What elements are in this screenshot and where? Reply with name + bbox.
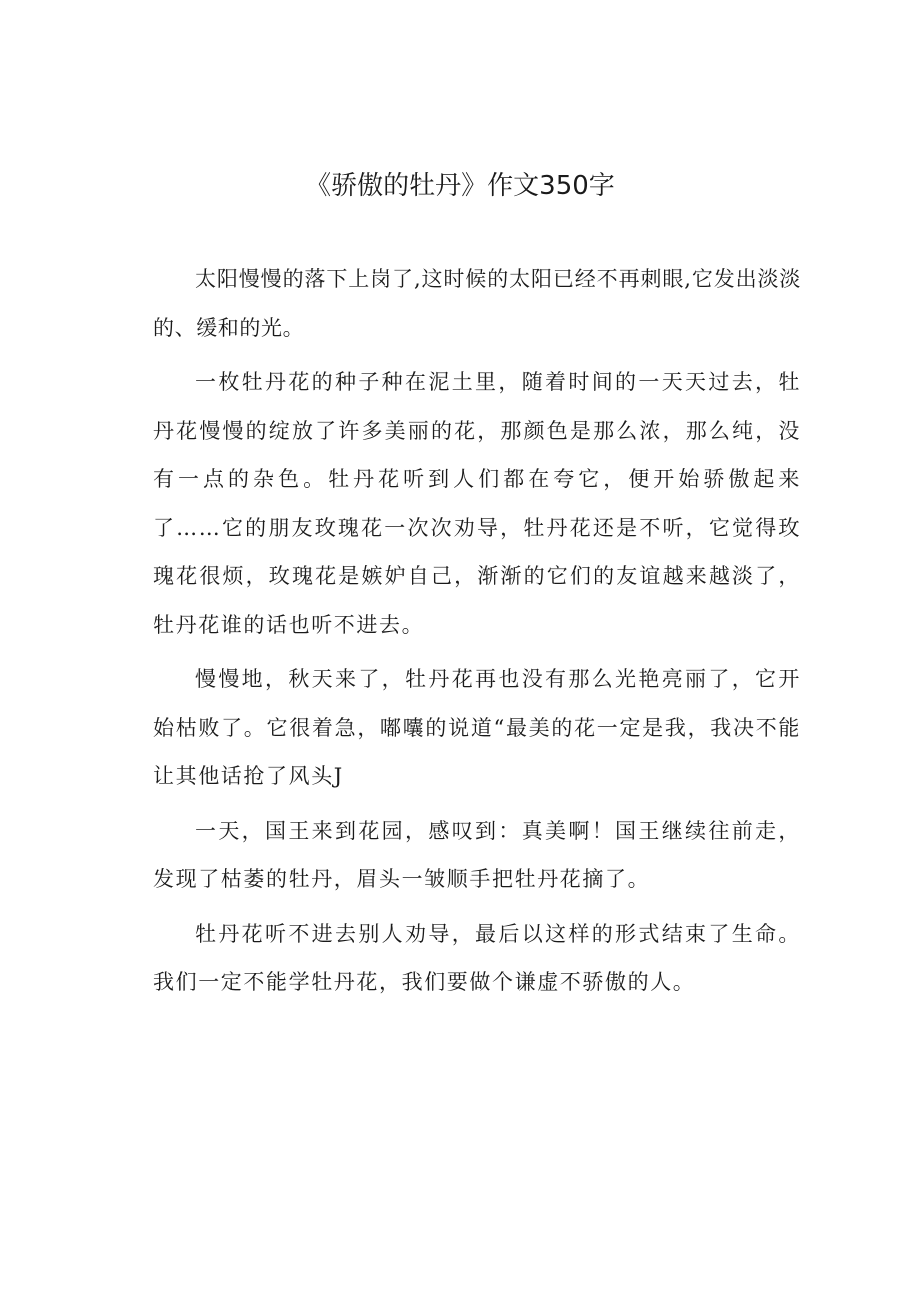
paragraph-3: 慢慢地，秋天来了，牡丹花再也没有那么光艳亮丽了，它开始枯败了。它很着急，嘟囔的说道“最美的花一定是我，我决不能让其他话抢了风头J: [153, 667, 801, 788]
paragraph-2: 一枚牡丹花的种子种在泥土里，随着时间的一天天过去，牡丹花慢慢的绽放了许多美丽的花，那颜色是那么浓，那么纯，没有一点的杂色。牡丹花听到人们都在夸它，便开始骄傲起来了……它的朋友玫瑰花一次次劝导，牡丹花还是不听，它觉得玫瑰花很烦，玫瑰花是嫉妒自己，渐渐的它们的友谊越来越淡了，牡丹花谁的话也听不进去。: [153, 370, 801, 637]
paragraph-4: 一天，国王来到花园，感叹到：真美啊！国王继续往前走，发现了枯萎的牡丹，眉头一皱顺手把牡丹花摘了。: [153, 818, 801, 891]
paragraph-1: 太阳慢慢的落下上岗了,这时候的太阳已经不再刺眼,它发出淡淡的、缓和的光。: [153, 267, 801, 340]
paragraph-5: 牡丹花听不进去别人劝导，最后以这样的形式结束了生命。我们一定不能学牡丹花，我们要做个谦虚不骄傲的人。: [153, 921, 801, 994]
document-title: 《骄傲的牡丹》作文350字: [305, 171, 615, 201]
document-body: [153, 255, 801, 1013]
